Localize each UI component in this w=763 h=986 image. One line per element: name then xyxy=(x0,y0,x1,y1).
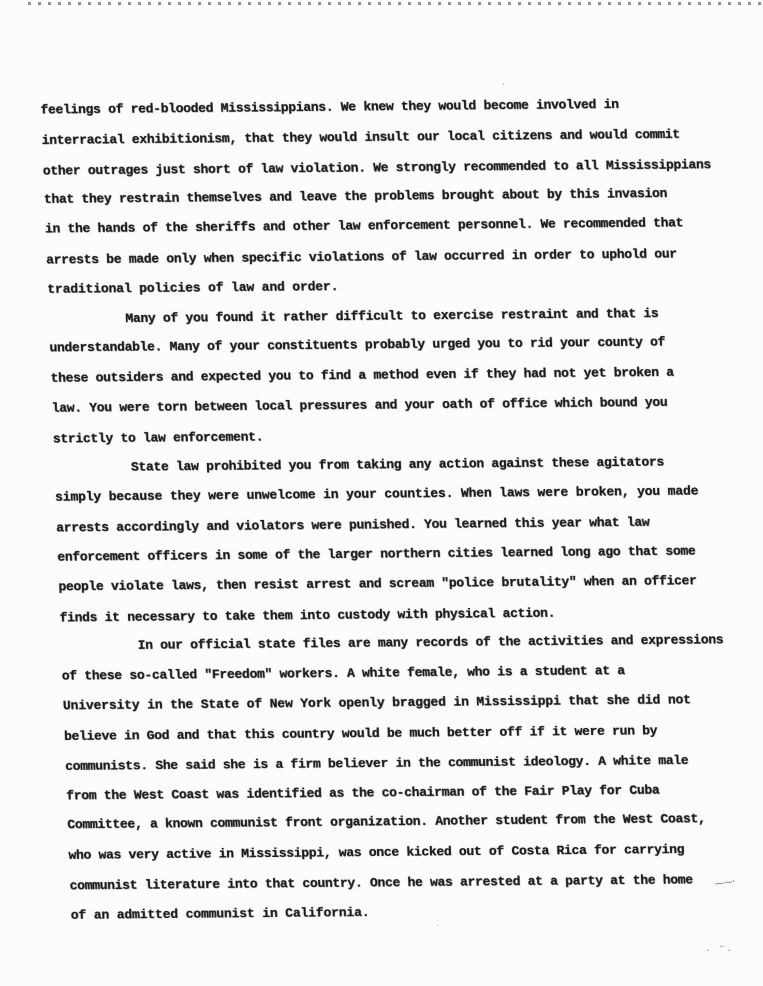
document-line: arrests be made only when specific violations of law occurred in order to uphold our xyxy=(45,246,678,268)
document-line: these outsiders and expected you to find a method even if they had not yet broken a xyxy=(50,365,675,387)
document-line: communist literature into that country. Once he was arrested at a party at the home xyxy=(69,872,694,894)
document-line: from the West Coast was identified as the co-chairman of the Fair Play for Cuba xyxy=(66,783,660,804)
document-line: law. You were torn between local pressures and your oath of office which bound you xyxy=(51,394,668,416)
document-line: who was very active in Mississippi, was once kicked out of Costa Rica for carrying xyxy=(68,841,685,863)
scan-smudge-specks: · ˜· xyxy=(706,944,734,957)
scan-smudge-squiggle: ~~· xyxy=(713,874,735,893)
document-line: of an admitted communist in California. xyxy=(70,904,370,923)
document-line: enforcement officers in some of the larger northern cities learned long ago that some xyxy=(57,543,696,565)
scan-edge-dotted-border xyxy=(28,2,763,5)
document-line: simply because they were unwelcome in your counties. When laws were broken, you made xyxy=(54,484,699,506)
document-line: people violate laws, then resist arrest and scream "police brutality" when an officer xyxy=(58,572,697,595)
document-line: believe in God and that this country would be much better off if it were run by xyxy=(63,722,658,744)
document-line: that they restrain themselves and leave the problems brought about by this invasion xyxy=(43,186,668,208)
document-line: feelings of red-blooded Mississippians. We knew they would become involved in xyxy=(40,96,619,118)
document-body xyxy=(40,89,763,930)
document-line: Many of you found it rather difficult to exercise restraint and that is xyxy=(125,305,659,326)
document-line: Committee, a known communist front organization. Another student from the West Coast, xyxy=(67,811,706,833)
document-line: traditional policies of law and order. xyxy=(46,278,339,297)
document-line: interracial exhibitionism, that they would insult our local citizens and would commit xyxy=(41,126,681,148)
document-line: State law prohibited you from taking any action against these agitators xyxy=(130,454,665,475)
document-line: arrests accordingly and violators were punished. You learned this year what law xyxy=(55,514,650,536)
scan-speck: · xyxy=(436,921,440,932)
document-line: understandable. Many of your constituents probably urged you to rid your county of xyxy=(49,334,666,356)
document-line: In our official state files are many records of the activities and expressions xyxy=(137,632,724,654)
document-line: of these so-called "Freedom" workers. A white female, who is a student at a xyxy=(61,663,626,684)
document-line: finds it necessary to take them into custody with physical action. xyxy=(59,605,556,625)
document-line: communists. She said she is a firm believer in the communist ideology. A white male xyxy=(64,752,689,774)
document-line: University in the State of New York openly bragged in Mississippi that she did not xyxy=(62,692,692,714)
document-line: other outrages just short of law violation. We strongly recommended to all Mississippians xyxy=(42,156,712,179)
scan-speck: · xyxy=(502,80,506,91)
document-line: strictly to law enforcement. xyxy=(52,429,264,447)
document-line: in the hands of the sheriffs and other law enforcement personnel. We recommended that xyxy=(44,215,684,237)
